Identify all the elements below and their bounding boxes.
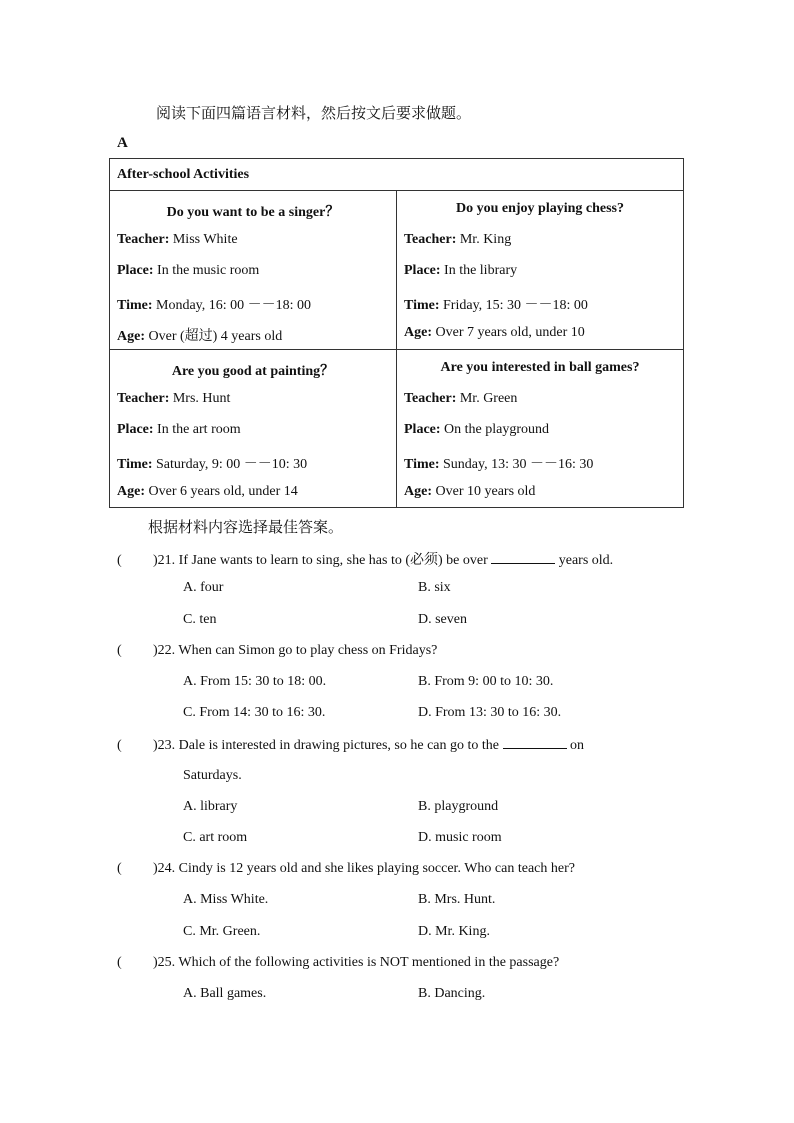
option-d[interactable]: D. seven xyxy=(418,612,467,627)
teacher-value: Mr. King xyxy=(459,232,512,247)
question-stem: )24. Cindy is 12 years old and she likes playing soccer. Who can teach her? xyxy=(153,861,575,876)
option-b[interactable]: B. From 9: 00 to 10: 30. xyxy=(418,674,554,689)
teacher-value: Miss White xyxy=(172,232,238,247)
option-b[interactable]: B. playground xyxy=(418,799,499,814)
question-22 xyxy=(117,643,437,659)
answer-paren[interactable]: ( xyxy=(117,738,122,753)
option-a[interactable]: A. Ball games. xyxy=(183,986,267,1001)
question-continuation: Saturdays. xyxy=(183,768,242,783)
teacher-value: Mrs. Hunt xyxy=(172,391,231,406)
activity-cell-singer xyxy=(110,191,397,350)
age-value: Over 7 years old, under 10 xyxy=(435,325,585,340)
time-value: Sunday, 13: 30 －－16: 30 xyxy=(443,457,594,472)
table-title: After-school Activities xyxy=(117,167,250,182)
activity-cell-painting xyxy=(110,350,397,507)
age-label: Age: xyxy=(117,484,145,499)
answer-paren[interactable]: ( xyxy=(117,955,122,970)
time-value: Friday, 15: 30 －－18: 00 xyxy=(443,298,588,313)
teacher-label: Teacher: xyxy=(117,232,170,247)
question-instruction: 根据材料内容选择最佳答案。 xyxy=(148,520,344,536)
age-value: Over 10 years old xyxy=(435,484,536,499)
option-c[interactable]: C. ten xyxy=(183,612,217,627)
option-a[interactable]: A. Miss White. xyxy=(183,892,269,907)
answer-paren[interactable]: ( xyxy=(117,861,122,876)
question-21 xyxy=(117,549,613,569)
place-label: Place: xyxy=(117,422,154,437)
activities-table xyxy=(109,158,684,508)
age-value: Over 6 years old, under 14 xyxy=(148,484,298,499)
time-label: Time: xyxy=(117,457,153,472)
answer-paren[interactable]: ( xyxy=(117,643,122,658)
option-b[interactable]: B. Dancing. xyxy=(418,986,486,1001)
time-value: Saturday, 9: 00 －－10: 30 xyxy=(156,457,308,472)
option-a[interactable]: A. library xyxy=(183,799,238,814)
question-stem: )22. When can Simon go to play chess on Fridays? xyxy=(153,643,438,658)
option-c[interactable]: C. Mr. Green. xyxy=(183,924,261,939)
question-stem: )21. If Jane wants to learn to sing, she has to (必须) be over xyxy=(153,553,492,568)
place-value: In the music room xyxy=(157,263,260,278)
section-label: A xyxy=(117,135,128,151)
age-label: Age: xyxy=(404,484,432,499)
option-a[interactable]: A. four xyxy=(183,580,224,595)
activity-question: Do you enjoy playing chess? xyxy=(455,201,625,216)
place-label: Place: xyxy=(404,263,441,278)
activity-question: Are you interested in ball games? xyxy=(440,360,640,375)
teacher-label: Teacher: xyxy=(404,391,457,406)
time-value: Monday, 16: 00 －－18: 00 xyxy=(156,298,312,313)
table-header xyxy=(110,159,683,191)
time-label: Time: xyxy=(117,298,153,313)
activity-question: Do you want to be a singer？ xyxy=(166,205,340,220)
activity-cell-chess xyxy=(397,191,683,350)
age-label: Age: xyxy=(404,325,432,340)
question-stem: )25. Which of the following activities is NOT mentioned in the passage? xyxy=(153,955,560,970)
answer-blank[interactable] xyxy=(503,736,567,749)
place-label: Place: xyxy=(117,263,154,278)
option-b[interactable]: B. Mrs. Hunt. xyxy=(418,892,496,907)
age-value: Over (超过) 4 years old xyxy=(148,329,283,344)
option-c[interactable]: C. art room xyxy=(183,830,248,845)
question-23 xyxy=(117,736,584,754)
time-label: Time: xyxy=(404,298,440,313)
teacher-value: Mr. Green xyxy=(459,391,518,406)
activity-question: Are you good at painting？ xyxy=(171,364,335,379)
question-stem: )23. Dale is interested in drawing pictures, so he can go to the xyxy=(153,738,503,753)
time-label: Time: xyxy=(404,457,440,472)
option-c[interactable]: C. From 14: 30 to 16: 30. xyxy=(183,705,326,720)
option-a[interactable]: A. From 15: 30 to 18: 00. xyxy=(183,674,327,689)
option-d[interactable]: D. music room xyxy=(418,830,502,845)
age-label: Age: xyxy=(117,329,145,344)
question-25 xyxy=(117,955,559,971)
place-value: In the art room xyxy=(157,422,241,437)
place-value: In the library xyxy=(444,263,518,278)
question-stem-end: years old. xyxy=(555,553,614,568)
teacher-label: Teacher: xyxy=(404,232,457,247)
place-value: On the playground xyxy=(444,422,550,437)
answer-blank[interactable] xyxy=(491,551,555,564)
option-d[interactable]: D. From 13: 30 to 16: 30. xyxy=(418,705,562,720)
question-stem-end: on xyxy=(566,738,585,753)
place-label: Place: xyxy=(404,422,441,437)
answer-paren[interactable]: ( xyxy=(117,553,122,568)
question-24 xyxy=(117,861,575,877)
option-b[interactable]: B. six xyxy=(418,580,451,595)
option-d[interactable]: D. Mr. King. xyxy=(418,924,490,939)
activity-cell-ball-games xyxy=(397,350,683,507)
instructions-chinese: 阅读下面四篇语言材料，然后按文后要求做题。 xyxy=(156,106,472,122)
teacher-label: Teacher: xyxy=(117,391,170,406)
